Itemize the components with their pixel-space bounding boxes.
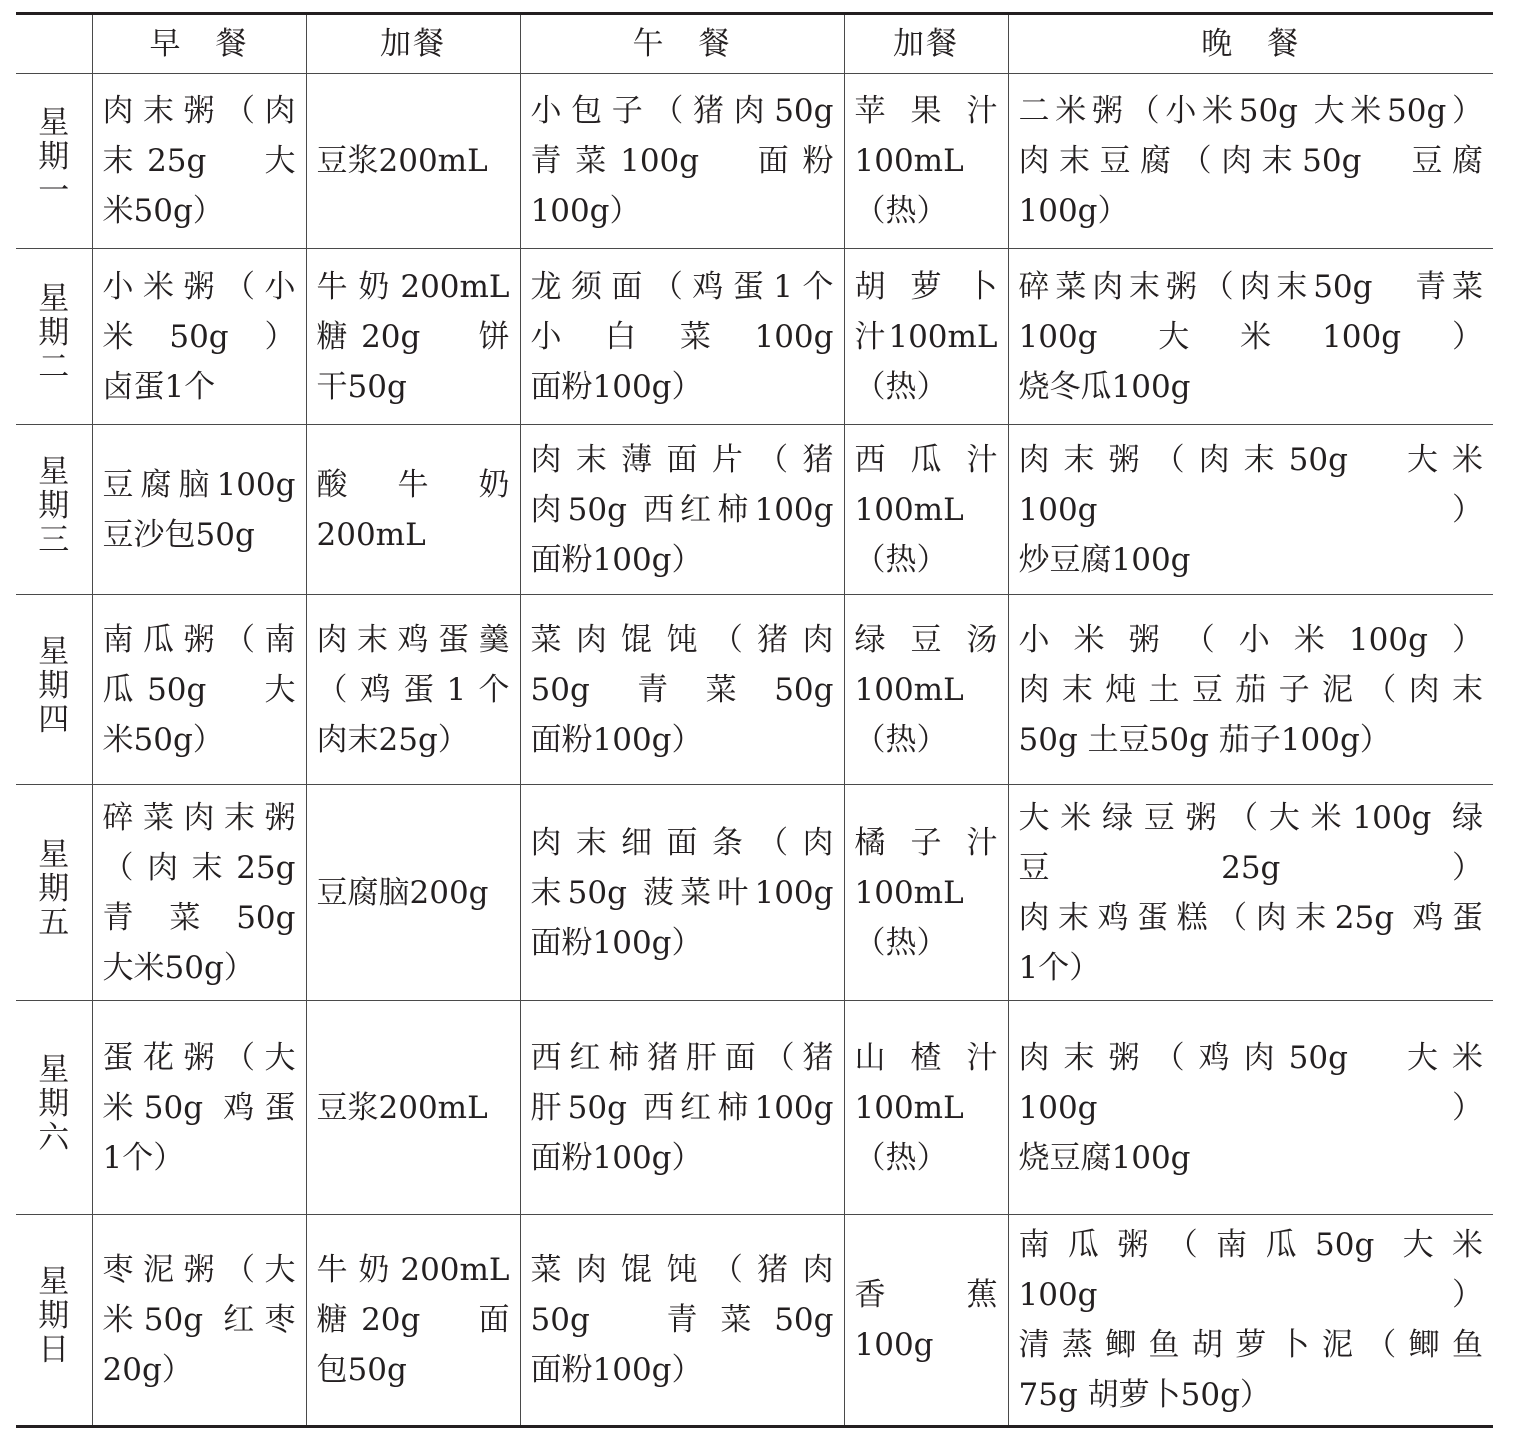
cell-text-line: 胡萝卜 xyxy=(854,268,998,305)
cell-text-line: 菜肉馄饨（猪肉 xyxy=(530,621,834,658)
cell-text-line: 肉50g 西红柿100g xyxy=(530,491,834,528)
cell-text-line: 豆腐脑100g xyxy=(102,466,296,503)
morning-snack-cell xyxy=(306,1215,520,1427)
dinner-cell xyxy=(1008,785,1493,1001)
lunch-cell xyxy=(520,249,844,425)
day-label-cell xyxy=(16,785,92,1001)
cell-text-line: 米50g） xyxy=(102,721,224,758)
afternoon-snack-cell xyxy=(844,785,1008,1001)
table-row xyxy=(16,249,1493,425)
cell-text-line: 100mL xyxy=(854,491,964,528)
dinner-cell xyxy=(1008,425,1493,595)
day-label-cell xyxy=(16,1001,92,1215)
afternoon-snack-cell xyxy=(844,595,1008,785)
cell-text-line: 豆浆200mL xyxy=(316,1089,488,1126)
cell-text-line: 豆浆200mL xyxy=(316,143,488,179)
cell-text-line: （鸡蛋1个 xyxy=(316,671,510,708)
cell-text-line: 苹果汁 xyxy=(854,93,998,129)
header-dinner: 晚 餐 xyxy=(1008,14,1493,74)
breakfast-cell xyxy=(92,249,306,425)
cell-text-line: 面粉100g） xyxy=(530,721,703,758)
cell-text-line: 米50g 鸡蛋 xyxy=(102,1089,296,1126)
cell-text-line: 干50g xyxy=(316,368,407,405)
cell-text-line: 50g 土豆50g 茄子100g） xyxy=(1018,721,1391,758)
cell-text-line: 小米粥（小米100g） xyxy=(1018,621,1483,658)
cell-text-line: 糖20g 面 xyxy=(316,1302,510,1338)
day-label-cell xyxy=(16,595,92,785)
cell-text-line: 100g） xyxy=(1018,1277,1483,1313)
morning-snack-cell xyxy=(306,425,520,595)
dinner-cell xyxy=(1008,74,1493,249)
cell-text-line: （热） xyxy=(854,924,948,961)
menu-body xyxy=(16,74,1493,1427)
cell-text-line: 75g 胡萝卜50g） xyxy=(1018,1377,1271,1413)
breakfast-cell xyxy=(92,74,306,249)
cell-text-line: 南瓜粥（南瓜50g 大米 xyxy=(1018,1227,1483,1263)
day-label: 星期二 xyxy=(38,280,70,385)
lunch-cell xyxy=(520,785,844,1001)
header-snack-afternoon: 加餐 xyxy=(844,14,1008,74)
cell-text-line: 青菜100g 面粉 xyxy=(530,143,834,179)
table-row xyxy=(16,785,1493,1001)
cell-text-line: 100g） xyxy=(1018,491,1483,528)
day-label: 星期日 xyxy=(38,1264,70,1368)
dinner-cell xyxy=(1008,1001,1493,1215)
cell-text-line: 200mL xyxy=(316,516,426,553)
cell-text-line: 面粉100g） xyxy=(530,1139,703,1176)
table-row xyxy=(16,595,1493,785)
table-row xyxy=(16,74,1493,249)
cell-text-line: 肉末豆腐（肉末50g 豆腐 xyxy=(1018,143,1483,179)
day-label: 星期六 xyxy=(38,1051,70,1156)
cell-text-line: 青菜50g xyxy=(102,899,296,936)
cell-text-line: 末25g 大 xyxy=(102,143,296,179)
cell-text-line: 肉末鸡蛋羹 xyxy=(316,621,510,658)
breakfast-cell xyxy=(92,1001,306,1215)
cell-text-line: 西瓜汁 xyxy=(854,441,998,478)
table-row xyxy=(16,1001,1493,1215)
cell-text-line: 包50g xyxy=(316,1352,407,1388)
breakfast-cell xyxy=(92,1215,306,1427)
cell-text-line: 二米粥（小米50g 大米50g） xyxy=(1018,93,1483,129)
cell-text-line: 100mL xyxy=(854,671,964,708)
cell-text-line: 碎菜肉末粥 xyxy=(102,799,296,836)
cell-text-line: 面粉100g） xyxy=(530,1352,703,1388)
cell-text-line: 肝50g 西红柿100g xyxy=(530,1089,834,1126)
table-row xyxy=(16,1215,1493,1427)
cell-text-line: 大米50g） xyxy=(102,949,255,986)
cell-text-line: 牛奶200mL xyxy=(316,268,510,305)
cell-text-line: 50g 青菜50g xyxy=(530,1302,834,1338)
lunch-cell xyxy=(520,74,844,249)
cell-text-line: 大米绿豆粥（大米100g 绿 xyxy=(1018,799,1483,836)
cell-text-line: （热） xyxy=(854,721,948,758)
afternoon-snack-cell xyxy=(844,1215,1008,1427)
table-row xyxy=(16,425,1493,595)
morning-snack-cell xyxy=(306,785,520,1001)
cell-text-line: 小白菜100g xyxy=(530,318,834,355)
cell-text-line: 1个） xyxy=(102,1139,185,1176)
cell-text-line: 面粉100g） xyxy=(530,924,703,961)
cell-text-line: 山楂汁 xyxy=(854,1039,998,1076)
lunch-cell xyxy=(520,595,844,785)
cell-text-line: 清蒸鲫鱼胡萝卜泥（鲫鱼 xyxy=(1018,1327,1483,1363)
cell-text-line: 南瓜粥（南 xyxy=(102,621,296,658)
cell-text-line: 米50g） xyxy=(102,318,296,355)
cell-text-line: 汁100mL xyxy=(854,318,998,355)
cell-text-line: 烧冬瓜100g xyxy=(1018,368,1191,405)
cell-text-line: 绿豆汤 xyxy=(854,621,998,658)
cell-text-line: 肉末细面条（肉 xyxy=(530,824,834,861)
day-label: 星期四 xyxy=(38,633,70,738)
cell-text-line: 碎菜肉末粥（肉末50g 青菜 xyxy=(1018,268,1483,305)
day-label-cell xyxy=(16,425,92,595)
cell-text-line: 小包子（猪肉50g xyxy=(530,93,834,129)
cell-text-line: 100g xyxy=(854,1327,934,1363)
cell-text-line: 肉末薄面片（猪 xyxy=(530,441,834,478)
cell-text-line: 20g） xyxy=(102,1352,193,1388)
cell-text-line: （热） xyxy=(854,541,948,578)
cell-text-line: 1个） xyxy=(1018,949,1101,986)
cell-text-line: （肉末25g xyxy=(102,849,296,886)
cell-text-line: 100mL xyxy=(854,1089,964,1126)
breakfast-cell xyxy=(92,595,306,785)
cell-text-line: 豆25g） xyxy=(1018,849,1483,886)
cell-text-line: （热） xyxy=(854,193,948,229)
dinner-cell xyxy=(1008,595,1493,785)
afternoon-snack-cell xyxy=(844,74,1008,249)
cell-text-line: 瓜50g 大 xyxy=(102,671,296,708)
cell-text-line: 豆沙包50g xyxy=(102,516,255,553)
afternoon-snack-cell xyxy=(844,1001,1008,1215)
morning-snack-cell xyxy=(306,595,520,785)
lunch-cell xyxy=(520,425,844,595)
weekly-menu-table xyxy=(16,12,1493,1428)
cell-text-line: 炒豆腐100g xyxy=(1018,541,1191,578)
day-label-cell xyxy=(16,249,92,425)
cell-text-line: 香蕉 xyxy=(854,1277,998,1313)
cell-text-line: 100g） xyxy=(530,193,641,229)
header-row xyxy=(16,14,1493,74)
cell-text-line: 100mL xyxy=(854,874,964,911)
cell-text-line: 肉末粥（肉 xyxy=(102,93,296,129)
cell-text-line: 100g） xyxy=(1018,193,1129,229)
cell-text-line: （热） xyxy=(854,368,948,405)
day-label: 星期三 xyxy=(38,453,70,558)
cell-text-line: 100mL xyxy=(854,143,964,179)
cell-text-line: 米50g） xyxy=(102,193,224,229)
morning-snack-cell xyxy=(306,249,520,425)
cell-text-line: 橘子汁 xyxy=(854,824,998,861)
cell-text-line: （热） xyxy=(854,1139,948,1176)
cell-text-line: 蛋花粥（大 xyxy=(102,1039,296,1076)
cell-text-line: 肉末粥（肉末50g 大米 xyxy=(1018,441,1483,478)
cell-text-line: 小米粥（小 xyxy=(102,268,296,305)
cell-text-line: 西红柿猪肝面（猪 xyxy=(530,1039,834,1076)
cell-text-line: 枣泥粥（大 xyxy=(102,1252,296,1288)
cell-text-line: 酸牛奶 xyxy=(316,466,510,503)
cell-text-line: 豆腐脑200g xyxy=(316,874,489,911)
cell-text-line: 牛奶200mL xyxy=(316,1252,510,1288)
day-label: 星期五 xyxy=(38,836,70,941)
morning-snack-cell xyxy=(306,74,520,249)
cell-text-line: 卤蛋1个 xyxy=(102,368,216,405)
header-breakfast: 早 餐 xyxy=(92,14,306,74)
breakfast-cell xyxy=(92,425,306,595)
header-corner xyxy=(16,14,92,74)
day-label: 星期一 xyxy=(38,105,70,209)
cell-text-line: 烧豆腐100g xyxy=(1018,1139,1191,1176)
cell-text-line: 菜肉馄饨（猪肉 xyxy=(530,1252,834,1288)
afternoon-snack-cell xyxy=(844,249,1008,425)
dinner-cell xyxy=(1008,249,1493,425)
header-snack-morning: 加餐 xyxy=(306,14,520,74)
cell-text-line: 末50g 菠菜叶100g xyxy=(530,874,834,911)
cell-text-line: 肉末粥（鸡肉50g 大米 xyxy=(1018,1039,1483,1076)
breakfast-cell xyxy=(92,785,306,1001)
dinner-cell xyxy=(1008,1215,1493,1427)
cell-text-line: 米50g 红枣 xyxy=(102,1302,296,1338)
cell-text-line: 面粉100g） xyxy=(530,368,703,405)
cell-text-line: 50g 青菜50g xyxy=(530,671,834,708)
cell-text-line: 100g） xyxy=(1018,1089,1483,1126)
cell-text-line: 龙须面（鸡蛋1个 xyxy=(530,268,834,305)
cell-text-line: 糖20g 饼 xyxy=(316,318,510,355)
lunch-cell xyxy=(520,1215,844,1427)
cell-text-line: 100g 大米100g） xyxy=(1018,318,1483,355)
cell-text-line: 肉末鸡蛋糕（肉末25g 鸡蛋 xyxy=(1018,899,1483,936)
cell-text-line: 肉末25g） xyxy=(316,721,469,758)
weekly-menu-table-container xyxy=(16,12,1493,1428)
header-lunch: 午 餐 xyxy=(520,14,844,74)
cell-text-line: 面粉100g） xyxy=(530,541,703,578)
morning-snack-cell xyxy=(306,1001,520,1215)
day-label-cell xyxy=(16,1215,92,1427)
day-label-cell xyxy=(16,74,92,249)
cell-text-line: 肉末炖土豆茄子泥（肉末 xyxy=(1018,671,1483,708)
lunch-cell xyxy=(520,1001,844,1215)
afternoon-snack-cell xyxy=(844,425,1008,595)
